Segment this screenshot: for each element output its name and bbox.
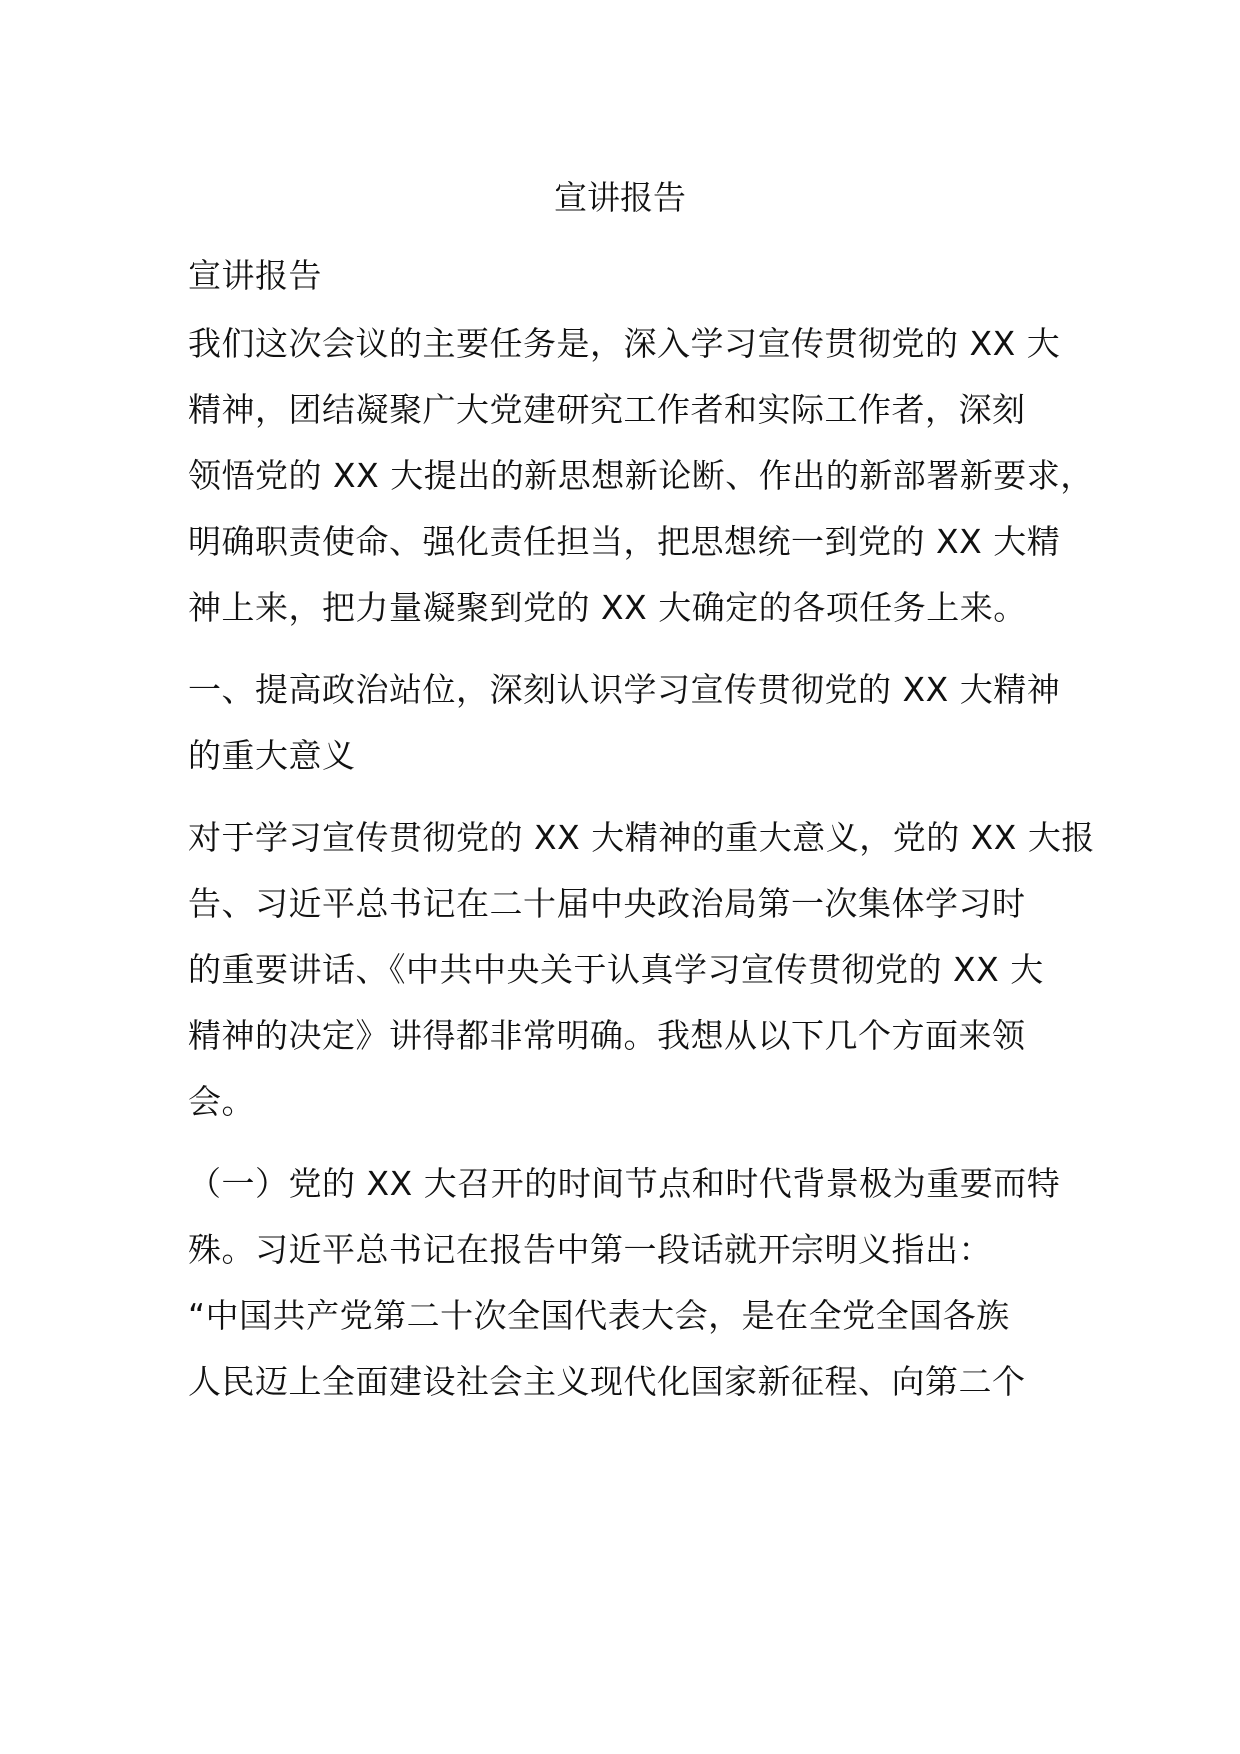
section1-body-line-3: 的重要讲话、《中共中央关于认真学习宣传贯彻党的 XX 大: [188, 950, 1044, 989]
section1-heading-line-2: 的重大意义: [188, 736, 356, 775]
intro-line-3: 领悟党的 XX 大提出的新思想新论断、作出的新部署新要求，: [188, 456, 1094, 495]
document-title: 宣讲报告: [554, 178, 686, 217]
intro-line-1: 我们这次会议的主要任务是，深入学习宣传贯彻党的 XX 大: [188, 324, 1061, 363]
document-subtitle: 宣讲报告: [188, 256, 322, 295]
section1-body-line-4: 精神的决定》讲得都非常明确。我想从以下几个方面来领: [188, 1016, 1026, 1055]
subsection1-line-1: （一）党的 XX 大召开的时间节点和时代背景极为重要而特: [188, 1164, 1061, 1203]
section1-body-line-5: 会。: [188, 1082, 255, 1121]
section1-heading-line-1: 一、提高政治站位，深刻认识学习宣传贯彻党的 XX 大精神: [188, 670, 1061, 709]
subsection1-line-2: 殊。习近平总书记在报告中第一段话就开宗明义指出：: [188, 1230, 992, 1269]
section1-body-line-1: 对于学习宣传贯彻党的 XX 大精神的重大意义，党的 XX 大报: [188, 818, 1095, 857]
subsection1-line-4: 人民迈上全面建设社会主义现代化国家新征程、向第二个: [188, 1362, 1026, 1401]
intro-line-5: 神上来，把力量凝聚到党的 XX 大确定的各项任务上来。: [188, 588, 1027, 627]
intro-line-2: 精神，团结凝聚广大党建研究工作者和实际工作者，深刻: [188, 390, 1026, 429]
section1-body-line-2: 告、习近平总书记在二十届中央政治局第一次集体学习时: [188, 884, 1026, 923]
subsection1-line-3: “中国共产党第二十次全国代表大会，是在全党全国各族: [188, 1296, 1010, 1335]
intro-line-4: 明确职责使命、强化责任担当，把思想统一到党的 XX 大精: [188, 522, 1061, 561]
